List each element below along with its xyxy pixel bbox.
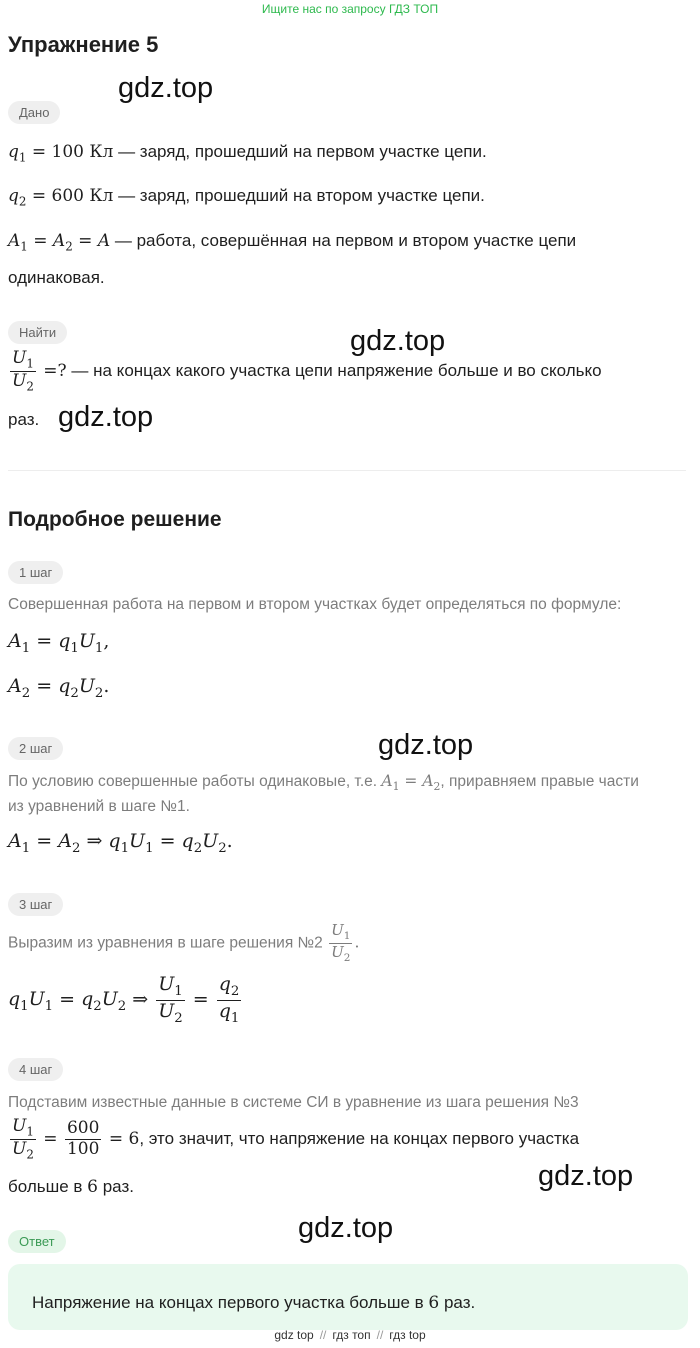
work-description: — работа, совершённая на первом и втором участке цепи: [110, 231, 577, 250]
step3-badge: [8, 893, 63, 916]
page-title: Упражнение 5: [8, 32, 159, 57]
step2-formula: $A_1 = A_2$ ⇒ $q_1U_1 = q_2U_2$.: [8, 830, 233, 856]
step2-text: По условию совершенные работы одинаковые, т.е. $A_1 = A_2$, приравняем правые части: [8, 772, 639, 794]
watermark: gdz.top: [538, 1160, 634, 1192]
step2-text-cont: из уравнений в шаге №1.: [8, 798, 190, 815]
q1-value: 100 Кл: [51, 142, 114, 162]
answer-value: 6: [428, 1293, 440, 1313]
step4-denominator: 100: [66, 1138, 100, 1159]
step1-text: Совершенная работа на первом и втором участках будет определяться по формуле:: [8, 596, 622, 613]
watermark: gdz.top: [118, 72, 214, 104]
step3-text-content: Выразим из уравнения в шаге решения №2: [8, 934, 328, 952]
given-work: $A_1 = A_2 = A$ — работа, совершённая на первом и втором участке цепи: [8, 231, 577, 254]
step4-conclusion: [8, 1175, 134, 1199]
footer-link-2[interactable]: гдз топ: [332, 1328, 371, 1342]
solution-title: Подробное решение: [8, 508, 222, 531]
watermark: gdz.top: [298, 1212, 394, 1244]
step4-text-post: , это значит, что напряжение на концах первого участка: [139, 1128, 580, 1148]
given-label: Дано: [8, 101, 60, 124]
step2-label: 2 шаг: [8, 737, 63, 760]
answer-text-post: раз.: [439, 1293, 476, 1312]
watermark: gdz.top: [350, 325, 446, 357]
step4-text: Подставим известные данные в системе СИ в уравнение из шага решения №3: [8, 1094, 579, 1111]
step3-formula: $q_1U_1 = q_2U_2$ ⇒ $\frac{U_1}{U_2}$ = $\frac{q_2}{q_1}$: [8, 973, 240, 1026]
find-label: Найти: [8, 321, 67, 344]
step4-result: 6: [128, 1128, 140, 1149]
step1-formula-1: $A_1 = q_1U_1$,: [8, 630, 110, 656]
step1-label: 1 шаг: [8, 561, 63, 584]
step4-label: 4 шаг: [8, 1058, 63, 1081]
answer-label: Ответ: [8, 1230, 66, 1253]
step2-text-post: , приравняем правые части: [440, 773, 639, 790]
given-q2: $q_2 = 600$ Кл — заряд, прошедший на втором участке цепи.: [8, 186, 485, 209]
step4-ratio: 6: [87, 1177, 98, 1197]
answer-badge: [8, 1230, 66, 1253]
answer-text-pre: Напряжение на концах первого участка больше в: [32, 1293, 429, 1312]
given-work-cont: одинаковая.: [8, 268, 105, 287]
find-badge: [8, 321, 67, 344]
footer-link-3[interactable]: гдз top: [389, 1328, 426, 1342]
section-divider: [8, 470, 686, 471]
q2-value: 600 Кл: [51, 186, 114, 206]
step2-badge: [8, 737, 63, 760]
step4-formula: $\frac{U_1}{U_2}$ = $\frac{600}{100}$ = 6, это значит, что напряжение на концах первого участка: [12, 1116, 580, 1162]
step2-text-pre: По условию совершенные работы одинаковые, т.е.: [8, 773, 382, 790]
watermark: gdz.top: [58, 401, 154, 433]
watermark: gdz.top: [378, 729, 474, 761]
search-banner[interactable]: Ищите нас по запросу ГДЗ ТОП: [261, 2, 439, 16]
find-line-cont: раз.: [8, 410, 40, 429]
answer-text: [32, 1293, 475, 1313]
step3-text: Выразим из уравнения в шаге решения №2 $\frac{U_1}{U_2}$ .: [8, 921, 360, 965]
step1-badge: [8, 561, 63, 584]
find-line: $\frac{U_1}{U_2}$ =? — на концах какого участка цепи напряжение больше и во сколько: [12, 348, 602, 394]
q2-description: — заряд, прошедший на втором участке цепи.: [113, 186, 485, 205]
step4-text-2-post: раз.: [98, 1177, 134, 1196]
given-q1: $q_1 = 100$ Кл — заряд, прошедший на первом участке цепи.: [8, 142, 487, 165]
given-badge: [8, 101, 60, 124]
step4-numerator: 600: [66, 1118, 100, 1139]
find-description: — на концах какого участка цепи напряжение больше и во сколько: [66, 360, 602, 380]
step3-label: 3 шаг: [8, 893, 63, 916]
footer: gdz top // гдз топ // гдз top: [274, 1328, 426, 1342]
q1-description: — заряд, прошедший на первом участке цепи.: [113, 142, 487, 161]
step4-text-2-pre: больше в: [8, 1177, 88, 1196]
step4-badge: [8, 1058, 63, 1081]
footer-link-1[interactable]: gdz top: [274, 1328, 314, 1342]
step1-formula-2: $A_2 = q_2U_2$.: [8, 675, 110, 701]
